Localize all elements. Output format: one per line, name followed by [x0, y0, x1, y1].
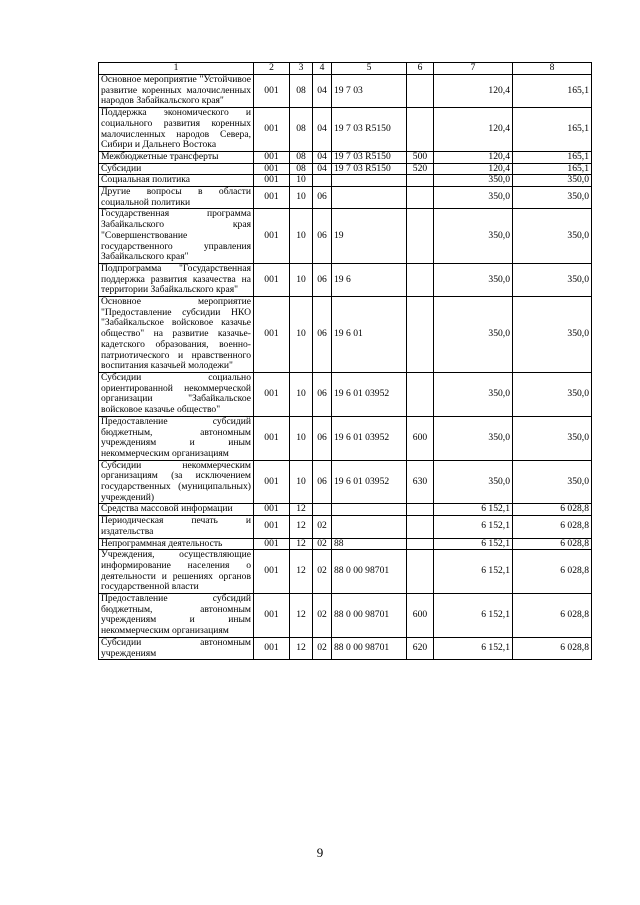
subsection-code-cell: 06 — [313, 187, 332, 209]
table-row — [99, 175, 592, 187]
expense-type-cell: 520 — [407, 163, 434, 175]
amount-year1-cell: 120,4 — [434, 151, 513, 163]
section-code-cell: 10 — [290, 187, 313, 209]
column-header: 3 — [290, 63, 313, 75]
table-row — [99, 594, 592, 638]
subsection-code-cell: 02 — [313, 516, 332, 538]
table-row — [99, 416, 592, 460]
admin-code-cell: 001 — [254, 263, 290, 296]
row-name-cell: Другие вопросы в области социальной политики — [99, 187, 254, 209]
target-article-cell: 19 6 — [332, 263, 407, 296]
subsection-code-cell: 06 — [313, 297, 332, 373]
row-name-cell: Периодическая печать и издательства — [99, 516, 254, 538]
section-code-cell: 10 — [290, 460, 313, 504]
amount-year2-cell: 165,1 — [513, 108, 592, 152]
table-row — [99, 209, 592, 264]
section-code-cell: 10 — [290, 263, 313, 296]
page-number: 9 — [316, 845, 324, 860]
subsection-code-cell: 06 — [313, 209, 332, 264]
column-header: 1 — [99, 63, 254, 75]
amount-year2-cell: 6 028,8 — [513, 637, 592, 659]
row-name-cell: Субсидии — [99, 163, 254, 175]
section-code-cell: 08 — [290, 108, 313, 152]
table-row — [99, 151, 592, 163]
amount-year2-cell: 6 028,8 — [513, 504, 592, 516]
section-code-cell: 10 — [290, 297, 313, 373]
amount-year1-cell: 350,0 — [434, 460, 513, 504]
row-name-cell: Средства массовой информации — [99, 504, 254, 516]
row-name-cell: Социальная политика — [99, 175, 254, 187]
amount-year1-cell: 6 152,1 — [434, 594, 513, 638]
amount-year1-cell: 350,0 — [434, 209, 513, 264]
admin-code-cell: 001 — [254, 538, 290, 550]
admin-code-cell: 001 — [254, 187, 290, 209]
column-header: 7 — [434, 63, 513, 75]
table-header-row — [99, 63, 592, 75]
row-name-cell: Предоставление субсидий бюджетным, автономным учреждениям и иным некоммерческим организациям — [99, 594, 254, 638]
section-code-cell: 10 — [290, 416, 313, 460]
target-article-cell: 19 6 01 03952 — [332, 460, 407, 504]
row-name-cell: Предоставление субсидий бюджетным, автономным учреждениям и иным некоммерческим организациям — [99, 416, 254, 460]
expense-type-cell: 600 — [407, 594, 434, 638]
admin-code-cell: 001 — [254, 297, 290, 373]
section-code-cell: 12 — [290, 550, 313, 594]
amount-year2-cell: 350,0 — [513, 460, 592, 504]
subsection-code-cell: 06 — [313, 416, 332, 460]
amount-year1-cell: 350,0 — [434, 416, 513, 460]
subsection-code-cell: 02 — [313, 637, 332, 659]
row-name-cell: Непрограммная деятельность — [99, 538, 254, 550]
expense-type-cell — [407, 209, 434, 264]
table-row — [99, 263, 592, 296]
amount-year2-cell: 350,0 — [513, 372, 592, 416]
table-row — [99, 538, 592, 550]
amount-year2-cell: 350,0 — [513, 187, 592, 209]
amount-year1-cell: 6 152,1 — [434, 516, 513, 538]
amount-year2-cell: 165,1 — [513, 151, 592, 163]
section-code-cell: 08 — [290, 163, 313, 175]
column-header: 2 — [254, 63, 290, 75]
target-article-cell: 88 0 00 98701 — [332, 637, 407, 659]
amount-year2-cell: 350,0 — [513, 209, 592, 264]
table-row — [99, 297, 592, 373]
section-code-cell: 12 — [290, 538, 313, 550]
admin-code-cell: 001 — [254, 175, 290, 187]
admin-code-cell: 001 — [254, 209, 290, 264]
table-body — [99, 75, 592, 660]
expense-type-cell — [407, 263, 434, 296]
expense-type-cell: 600 — [407, 416, 434, 460]
amount-year2-cell: 350,0 — [513, 297, 592, 373]
column-header: 6 — [407, 63, 434, 75]
budget-table — [98, 62, 592, 660]
expense-type-cell: 620 — [407, 637, 434, 659]
subsection-code-cell: 06 — [313, 372, 332, 416]
amount-year1-cell: 350,0 — [434, 263, 513, 296]
subsection-code-cell: 06 — [313, 460, 332, 504]
admin-code-cell: 001 — [254, 504, 290, 516]
target-article-cell: 19 7 03 R5150 — [332, 163, 407, 175]
subsection-code-cell: 04 — [313, 108, 332, 152]
section-code-cell: 12 — [290, 504, 313, 516]
subsection-code-cell: 02 — [313, 594, 332, 638]
row-name-cell: Субсидии автономным учреждениям — [99, 637, 254, 659]
table-row — [99, 75, 592, 108]
section-code-cell: 08 — [290, 151, 313, 163]
table-row — [99, 187, 592, 209]
section-code-cell: 10 — [290, 209, 313, 264]
target-article-cell: 19 7 03 R5150 — [332, 151, 407, 163]
amount-year1-cell: 6 152,1 — [434, 538, 513, 550]
admin-code-cell: 001 — [254, 460, 290, 504]
expense-type-cell — [407, 550, 434, 594]
expense-type-cell — [407, 372, 434, 416]
target-article-cell — [332, 175, 407, 187]
section-code-cell: 10 — [290, 372, 313, 416]
amount-year1-cell: 120,4 — [434, 163, 513, 175]
column-header: 4 — [313, 63, 332, 75]
expense-type-cell — [407, 297, 434, 373]
section-code-cell: 08 — [290, 75, 313, 108]
target-article-cell: 88 0 00 98701 — [332, 550, 407, 594]
expense-type-cell — [407, 175, 434, 187]
row-name-cell: Субсидии некоммерческим организациям (за исключением государственных (муниципальных) учреждений) — [99, 460, 254, 504]
expense-type-cell: 500 — [407, 151, 434, 163]
table-row — [99, 163, 592, 175]
amount-year1-cell: 350,0 — [434, 297, 513, 373]
target-article-cell — [332, 516, 407, 538]
admin-code-cell: 001 — [254, 372, 290, 416]
amount-year2-cell: 6 028,8 — [513, 516, 592, 538]
amount-year2-cell: 6 028,8 — [513, 538, 592, 550]
amount-year1-cell: 350,0 — [434, 187, 513, 209]
table-row — [99, 372, 592, 416]
amount-year1-cell: 6 152,1 — [434, 637, 513, 659]
expense-type-cell — [407, 108, 434, 152]
expense-type-cell — [407, 187, 434, 209]
admin-code-cell: 001 — [254, 75, 290, 108]
amount-year2-cell: 165,1 — [513, 163, 592, 175]
amount-year2-cell: 350,0 — [513, 416, 592, 460]
subsection-code-cell: 04 — [313, 75, 332, 108]
amount-year1-cell: 350,0 — [434, 372, 513, 416]
subsection-code-cell — [313, 175, 332, 187]
subsection-code-cell: 02 — [313, 538, 332, 550]
admin-code-cell: 001 — [254, 637, 290, 659]
admin-code-cell: 001 — [254, 416, 290, 460]
target-article-cell: 88 0 00 98701 — [332, 594, 407, 638]
admin-code-cell: 001 — [254, 594, 290, 638]
amount-year1-cell: 6 152,1 — [434, 504, 513, 516]
expense-type-cell — [407, 504, 434, 516]
target-article-cell — [332, 187, 407, 209]
admin-code-cell: 001 — [254, 151, 290, 163]
subsection-code-cell: 04 — [313, 163, 332, 175]
table-row — [99, 460, 592, 504]
amount-year1-cell: 120,4 — [434, 108, 513, 152]
amount-year2-cell: 6 028,8 — [513, 550, 592, 594]
subsection-code-cell: 06 — [313, 263, 332, 296]
column-header: 8 — [513, 63, 592, 75]
expense-type-cell — [407, 538, 434, 550]
row-name-cell: Подпрограмма "Государственная поддержка развития казачества на территории Забайкальского края" — [99, 263, 254, 296]
row-name-cell: Основное мероприятие "Предоставление субсидии НКО "Забайкальское войсковое казачье общество" на развитие казачье-кадетского образования, военно-патриотического и нравственного воспитания казачьей молодежи" — [99, 297, 254, 373]
amount-year1-cell: 120,4 — [434, 75, 513, 108]
table-row — [99, 504, 592, 516]
target-article-cell: 88 — [332, 538, 407, 550]
admin-code-cell: 001 — [254, 516, 290, 538]
amount-year2-cell: 165,1 — [513, 75, 592, 108]
amount-year1-cell: 6 152,1 — [434, 550, 513, 594]
admin-code-cell: 001 — [254, 163, 290, 175]
row-name-cell: Государственная программа Забайкальского края "Совершенствование государственного управления Забайкальского края" — [99, 209, 254, 264]
amount-year2-cell: 6 028,8 — [513, 594, 592, 638]
table-row — [99, 108, 592, 152]
target-article-cell: 19 6 01 03952 — [332, 416, 407, 460]
table-row — [99, 516, 592, 538]
amount-year2-cell: 350,0 — [513, 175, 592, 187]
target-article-cell: 19 — [332, 209, 407, 264]
section-code-cell: 12 — [290, 637, 313, 659]
section-code-cell: 10 — [290, 175, 313, 187]
expense-type-cell — [407, 75, 434, 108]
subsection-code-cell: 04 — [313, 151, 332, 163]
section-code-cell: 12 — [290, 516, 313, 538]
expense-type-cell: 630 — [407, 460, 434, 504]
admin-code-cell: 001 — [254, 550, 290, 594]
row-name-cell: Межбюджетные трансферты — [99, 151, 254, 163]
subsection-code-cell: 02 — [313, 550, 332, 594]
row-name-cell: Поддержка экономического и социального развития коренных малочисленных народов Севера, Сибири и Дальнего Востока — [99, 108, 254, 152]
target-article-cell: 19 7 03 — [332, 75, 407, 108]
amount-year1-cell: 350,0 — [434, 175, 513, 187]
row-name-cell: Субсидии социально ориентированной некоммерческой организации "Забайкальское войсковое казачье общество" — [99, 372, 254, 416]
target-article-cell — [332, 504, 407, 516]
amount-year2-cell: 350,0 — [513, 263, 592, 296]
table-row — [99, 637, 592, 659]
subsection-code-cell — [313, 504, 332, 516]
row-name-cell: Учреждения, осуществляющие информирование населения о деятельности и решениях органов государственной власти — [99, 550, 254, 594]
expense-type-cell — [407, 516, 434, 538]
column-header: 5 — [332, 63, 407, 75]
row-name-cell: Основное мероприятие "Устойчивое развитие коренных малочисленных народов Забайкальского края" — [99, 75, 254, 108]
table-row — [99, 550, 592, 594]
target-article-cell: 19 7 03 R5150 — [332, 108, 407, 152]
target-article-cell: 19 6 01 — [332, 297, 407, 373]
section-code-cell: 12 — [290, 594, 313, 638]
target-article-cell: 19 6 01 03952 — [332, 372, 407, 416]
admin-code-cell: 001 — [254, 108, 290, 152]
